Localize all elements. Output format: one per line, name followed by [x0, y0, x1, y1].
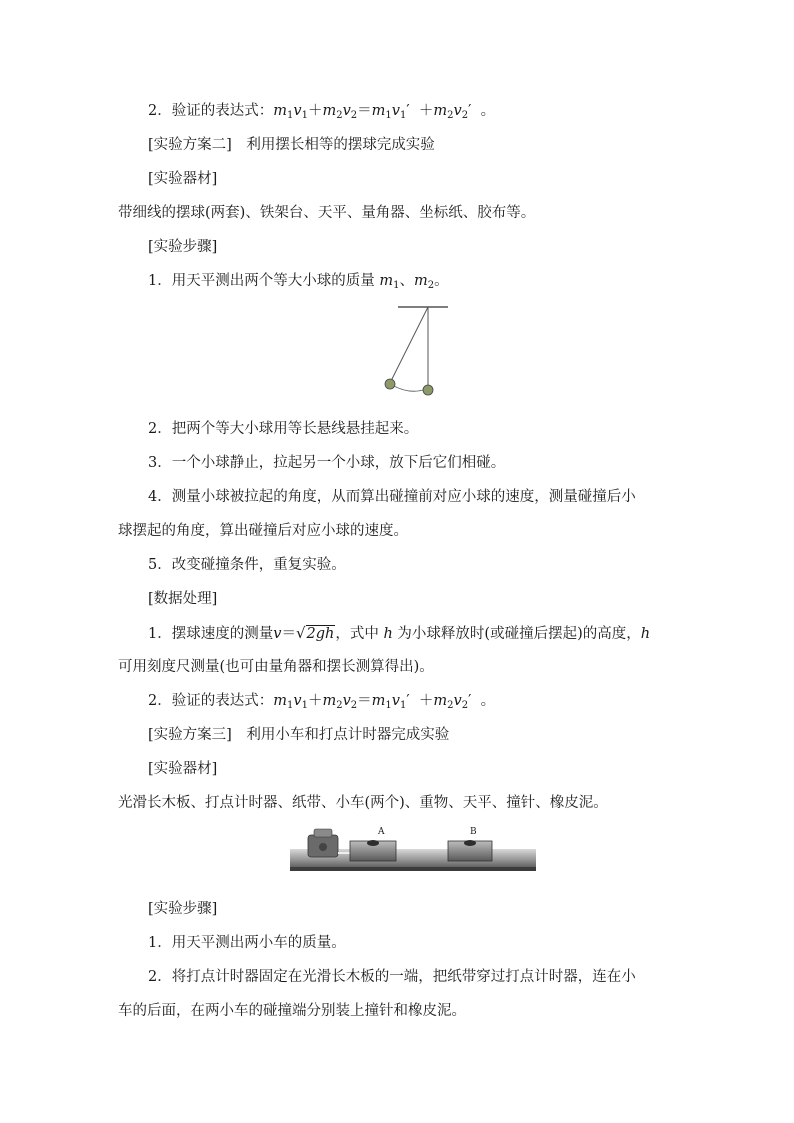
plan2-step4b: 球摆起的角度，算出碰撞后对应小球的速度。 — [118, 523, 408, 539]
plan3-title: [实验方案三] 利用小车和打点计时器完成实验 — [148, 727, 450, 743]
sub: 1 — [399, 110, 407, 121]
pendulum-figure — [370, 303, 460, 403]
plan3-step1: 1．用天平测出两小车的质量。 — [148, 935, 346, 951]
plan2-steps-head: [实验步骤] — [148, 239, 218, 255]
plan2-equip-head: [实验器材] — [148, 171, 218, 187]
sub: 2 — [336, 700, 343, 711]
prime: ′ — [406, 693, 410, 709]
var-m: m — [322, 103, 337, 119]
sub: 1 — [385, 110, 392, 121]
var-v: v — [391, 103, 400, 119]
sub: 1 — [286, 700, 294, 711]
sub: 2 — [350, 110, 358, 121]
var-h: h — [383, 626, 393, 642]
timer-knob — [319, 843, 327, 851]
var-m: m — [371, 693, 386, 709]
plan2-step1 — [148, 271, 449, 296]
op-eq: ＝ — [281, 626, 296, 642]
sep: 、 — [399, 273, 414, 289]
var-m: m — [433, 103, 448, 119]
cart-a-label: A — [378, 827, 385, 837]
cart-b-label: B — [470, 827, 477, 837]
d1-mid: ，式中 — [335, 626, 384, 642]
var-v: v — [293, 103, 302, 119]
plan2-step2: 2．把两个等大小球用等长悬线悬挂起来。 — [148, 421, 419, 437]
var-m: m — [413, 273, 428, 289]
prime: ′ — [468, 693, 472, 709]
var-m: m — [433, 693, 448, 709]
var-h: h — [640, 626, 651, 642]
plan3-steps-head: [实验步骤] — [148, 901, 218, 917]
d1-text: 1．摆球速度的测量 — [148, 626, 274, 642]
sqrt-symbol: √ — [295, 624, 306, 642]
var-v: v — [453, 103, 462, 119]
plan2-data1 — [148, 623, 650, 644]
sub: 2 — [447, 110, 454, 121]
var-v: v — [453, 693, 462, 709]
formula-prefix: 2．验证的表达式： — [148, 103, 274, 119]
var-v: v — [342, 103, 351, 119]
sub: 2 — [461, 700, 469, 711]
plan2-equip: 带细线的摆球(两套)、铁架台、天平、量角器、坐标纸、胶布等。 — [118, 205, 536, 221]
plan2-data1-line2: 可用刻度尺测量(也可由量角器和摆长测算得出)。 — [118, 659, 434, 675]
string-left — [390, 307, 428, 383]
sub: 2 — [427, 280, 435, 291]
plan2-step4a: 4．测量小球被拉起的角度，从而算出碰撞前对应小球的速度，测量碰撞后小 — [148, 489, 636, 505]
var-m: m — [273, 103, 287, 119]
sub: 2 — [447, 700, 454, 711]
swing-arc — [392, 385, 426, 391]
sub: 2 — [461, 110, 469, 121]
op-eq: ＝ — [357, 103, 372, 119]
ball-1 — [385, 379, 395, 389]
formula-line-1 — [148, 101, 495, 126]
plan3-equip-head: [实验器材] — [148, 761, 218, 777]
op-plus: ＋ — [307, 103, 323, 119]
op-plus: ＋ — [307, 693, 323, 709]
sub: 1 — [301, 110, 308, 121]
sub: 1 — [301, 700, 308, 711]
var-v: v — [391, 693, 400, 709]
board-edge — [290, 867, 536, 871]
var-m: m — [371, 103, 386, 119]
var-m: m — [322, 693, 337, 709]
var-v: v — [342, 693, 351, 709]
sub: 2 — [336, 110, 343, 121]
plan2-step3: 3．一个小球静止，拉起另一个小球，放下后它们相碰。 — [148, 455, 506, 471]
sqrt-radicand: 2gh — [306, 626, 335, 642]
var-m: m — [273, 693, 287, 709]
prime: ′ — [468, 103, 472, 119]
var-m: m — [379, 273, 394, 289]
plan3-step2a: 2．将打点计时器固定在光滑长木板的一端，把纸带穿过打点计时器，连在小 — [148, 969, 636, 985]
var-v: v — [273, 626, 282, 642]
var-v: v — [293, 693, 302, 709]
prime: ′ — [406, 103, 410, 119]
plan2-data-head: [数据处理] — [148, 591, 218, 607]
sub: 1 — [385, 700, 392, 711]
sub: 2 — [350, 700, 358, 711]
op-plus: ＋ — [418, 693, 434, 709]
plan2-step5: 5．改变碰撞条件，重复实验。 — [148, 557, 346, 573]
ball-2 — [423, 385, 433, 395]
period: 。 — [480, 103, 496, 119]
plan3-step2b: 车的后面，在两小车的碰撞端分别装上撞针和橡皮泥。 — [118, 1003, 466, 1019]
op-eq: ＝ — [357, 693, 372, 709]
d1-mid2: 为小球释放时(或碰撞后摆起)的高度， — [392, 626, 641, 642]
cart-board-figure — [288, 823, 538, 875]
sub: 1 — [393, 280, 400, 291]
cart-b-hole — [464, 840, 476, 846]
plan2-title: [实验方案二] 利用摆长相等的摆球完成实验 — [148, 137, 435, 153]
sub: 1 — [399, 700, 407, 711]
op-plus: ＋ — [418, 103, 434, 119]
step1-text: 1．用天平测出两个等大小球的质量 — [148, 273, 380, 289]
timer-top — [314, 829, 332, 837]
period: 。 — [480, 693, 496, 709]
sub: 1 — [286, 110, 294, 121]
period: 。 — [434, 273, 449, 289]
formula-prefix: 2．验证的表达式： — [148, 693, 274, 709]
plan3-equip: 光滑长木板、打点计时器、纸带、小车(两个)、重物、天平、撞针、橡皮泥。 — [118, 795, 608, 811]
formula-line-2 — [148, 691, 495, 716]
cart-a-hole — [367, 840, 379, 846]
